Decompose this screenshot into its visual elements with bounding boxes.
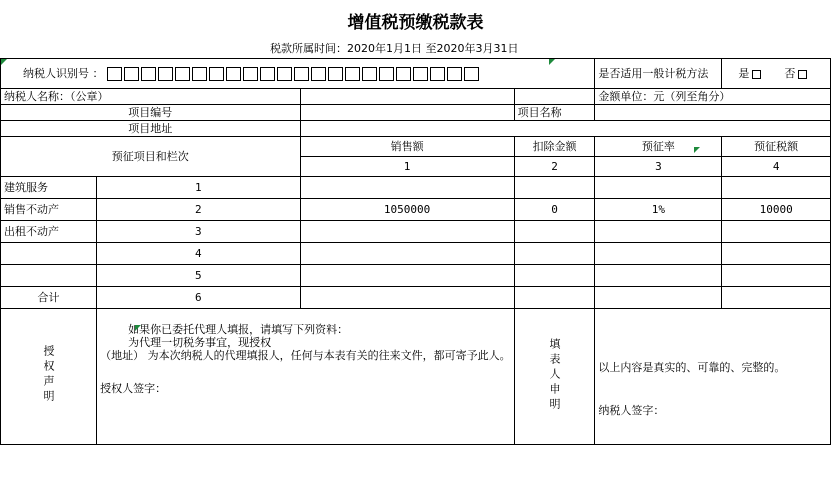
row-no: 5 bbox=[97, 265, 301, 287]
table-row bbox=[1, 199, 831, 221]
taxpayer-id-digit-box[interactable] bbox=[447, 67, 462, 81]
table-row bbox=[1, 243, 831, 265]
taxpayer-id-digit-box[interactable] bbox=[141, 67, 156, 81]
row-no: 4 bbox=[97, 243, 301, 265]
row-deduction[interactable] bbox=[514, 221, 595, 243]
taxpayer-name-label: 纳税人名称：（公章） bbox=[1, 89, 301, 105]
authorization-label: 授权声明 bbox=[42, 345, 56, 405]
project-name-value[interactable] bbox=[595, 105, 831, 121]
blank-cell bbox=[514, 89, 595, 105]
no-label: 否 bbox=[784, 67, 796, 80]
taxpayer-id-row bbox=[1, 59, 831, 89]
taxpayer-id-digit-box[interactable] bbox=[345, 67, 360, 81]
table-row-total bbox=[1, 287, 831, 309]
taxpayer-id-digit-box[interactable] bbox=[311, 67, 326, 81]
declaration-text bbox=[595, 309, 831, 445]
project-no-row bbox=[1, 105, 831, 121]
row-sales[interactable] bbox=[300, 287, 514, 309]
row-sales[interactable] bbox=[300, 265, 514, 287]
row-rate[interactable] bbox=[595, 243, 722, 265]
cell-comment-marker bbox=[694, 147, 700, 153]
column-header-row bbox=[1, 137, 831, 157]
form-title: 增值税预缴税款表 bbox=[347, 13, 484, 33]
row-rate[interactable] bbox=[595, 177, 722, 199]
row-name: 建筑服务 bbox=[1, 177, 97, 199]
authorization-line-2: 为代理一切税务事宜，现授权 bbox=[128, 336, 272, 349]
taxpayer-id-digit-box[interactable] bbox=[328, 67, 343, 81]
yes-checkbox[interactable] bbox=[752, 70, 761, 79]
col-no-sales: 1 bbox=[300, 157, 514, 177]
row-no: 6 bbox=[97, 287, 301, 309]
taxpayer-id-digit-box[interactable] bbox=[158, 67, 173, 81]
declaration-label: 填表人申明 bbox=[548, 337, 562, 413]
declaration-row bbox=[1, 309, 831, 445]
taxpayer-id-digit-box[interactable] bbox=[294, 67, 309, 81]
table-row bbox=[1, 177, 831, 199]
row-sales[interactable]: 1050000 bbox=[300, 199, 514, 221]
form-table bbox=[0, 58, 831, 445]
row-no: 3 bbox=[97, 221, 301, 243]
taxpayer-id-digit-box[interactable] bbox=[260, 67, 275, 81]
amount-unit: 金额单位：元（列至角分） bbox=[595, 89, 831, 105]
row-sales[interactable] bbox=[300, 177, 514, 199]
col-header-tax: 预征税额 bbox=[722, 137, 831, 157]
col-header-deduction: 扣除金额 bbox=[514, 137, 595, 157]
authorization-signature: 授权人签字： bbox=[100, 382, 167, 395]
row-deduction[interactable]: 0 bbox=[514, 199, 595, 221]
tax-period: 税款所属时间：2020年1月1日 至2020年3月31日 bbox=[270, 42, 519, 55]
general-method-label: 是否适用一般计税方法 bbox=[595, 59, 722, 89]
project-address-value[interactable] bbox=[300, 121, 830, 137]
taxpayer-id-digit-box[interactable] bbox=[430, 67, 445, 81]
row-tax[interactable]: 10000 bbox=[722, 199, 831, 221]
row-name bbox=[1, 265, 97, 287]
no-checkbox[interactable] bbox=[798, 70, 807, 79]
cell-comment-marker bbox=[135, 325, 141, 331]
declaration-label-cell bbox=[514, 309, 595, 445]
row-rate[interactable] bbox=[595, 287, 722, 309]
row-rate[interactable] bbox=[595, 221, 722, 243]
cell-comment-marker bbox=[549, 59, 555, 65]
row-deduction[interactable] bbox=[514, 287, 595, 309]
row-no: 2 bbox=[97, 199, 301, 221]
declaration-statement: 以上内容是真实的、可靠的、完整的。 bbox=[598, 361, 786, 374]
taxpayer-id-digit-box[interactable] bbox=[464, 67, 479, 81]
col-no-rate: 3 bbox=[595, 157, 722, 177]
row-sales[interactable] bbox=[300, 221, 514, 243]
row-name: 出租不动产 bbox=[1, 221, 97, 243]
taxpayer-name-row bbox=[1, 89, 831, 105]
project-no-label: 项目编号 bbox=[1, 105, 301, 121]
taxpayer-id-digit-box[interactable] bbox=[277, 67, 292, 81]
col-no-tax: 4 bbox=[722, 157, 831, 177]
row-name bbox=[1, 243, 97, 265]
row-rate[interactable]: 1% bbox=[595, 199, 722, 221]
taxpayer-id-cell bbox=[1, 59, 595, 89]
general-method-options bbox=[722, 59, 831, 89]
taxpayer-name-value[interactable] bbox=[300, 89, 514, 105]
prepay-items-label: 预征项目和栏次 bbox=[1, 137, 301, 177]
taxpayer-id-digit-box[interactable] bbox=[362, 67, 377, 81]
row-rate[interactable] bbox=[595, 265, 722, 287]
project-name-label: 项目名称 bbox=[514, 105, 595, 121]
table-row bbox=[1, 221, 831, 243]
taxpayer-id-digit-box[interactable] bbox=[107, 67, 122, 81]
col-header-sales: 销售额 bbox=[300, 137, 514, 157]
taxpayer-id-digit-box[interactable] bbox=[175, 67, 190, 81]
col-header-rate: 预征率 bbox=[595, 137, 722, 157]
authorization-line-3: （地址） 为本次纳税人的代理填报人，任何与本表有关的往来文件，都可寄予此人。 bbox=[100, 349, 511, 362]
row-deduction[interactable] bbox=[514, 265, 595, 287]
cell-comment-marker bbox=[1, 59, 7, 65]
row-deduction[interactable] bbox=[514, 177, 595, 199]
taxpayer-id-digit-box[interactable] bbox=[209, 67, 224, 81]
col-no-deduction: 2 bbox=[514, 157, 595, 177]
authorization-label-cell bbox=[1, 309, 97, 445]
row-deduction[interactable] bbox=[514, 243, 595, 265]
project-address-row bbox=[1, 121, 831, 137]
taxpayer-id-boxes bbox=[107, 67, 481, 81]
taxpayer-id-digit-box[interactable] bbox=[192, 67, 207, 81]
taxpayer-id-digit-box[interactable] bbox=[243, 67, 258, 81]
table-row bbox=[1, 265, 831, 287]
row-tax[interactable] bbox=[722, 221, 831, 243]
declaration-signature: 纳税人签字： bbox=[598, 404, 665, 417]
row-name: 销售不动产 bbox=[1, 199, 97, 221]
row-tax[interactable] bbox=[722, 177, 831, 199]
taxpayer-id-digit-box[interactable] bbox=[379, 67, 394, 81]
taxpayer-id-digit-box[interactable] bbox=[413, 67, 428, 81]
authorization-line-1: 如果你已委托代理人填报，请填写下列资料： bbox=[128, 323, 349, 336]
taxpayer-id-digit-box[interactable] bbox=[226, 67, 241, 81]
project-no-value[interactable] bbox=[300, 105, 514, 121]
project-address-label: 项目地址 bbox=[1, 121, 301, 137]
authorization-text bbox=[97, 309, 515, 445]
taxpayer-id-digit-box[interactable] bbox=[124, 67, 139, 81]
row-tax[interactable] bbox=[722, 287, 831, 309]
taxpayer-id-label: 纳税人识别号 ： bbox=[23, 66, 104, 80]
row-no: 1 bbox=[97, 177, 301, 199]
yes-label: 是 bbox=[738, 67, 750, 80]
row-name: 合计 bbox=[1, 287, 97, 309]
row-tax[interactable] bbox=[722, 243, 831, 265]
row-tax[interactable] bbox=[722, 265, 831, 287]
taxpayer-id-digit-box[interactable] bbox=[396, 67, 411, 81]
row-sales[interactable] bbox=[300, 243, 514, 265]
